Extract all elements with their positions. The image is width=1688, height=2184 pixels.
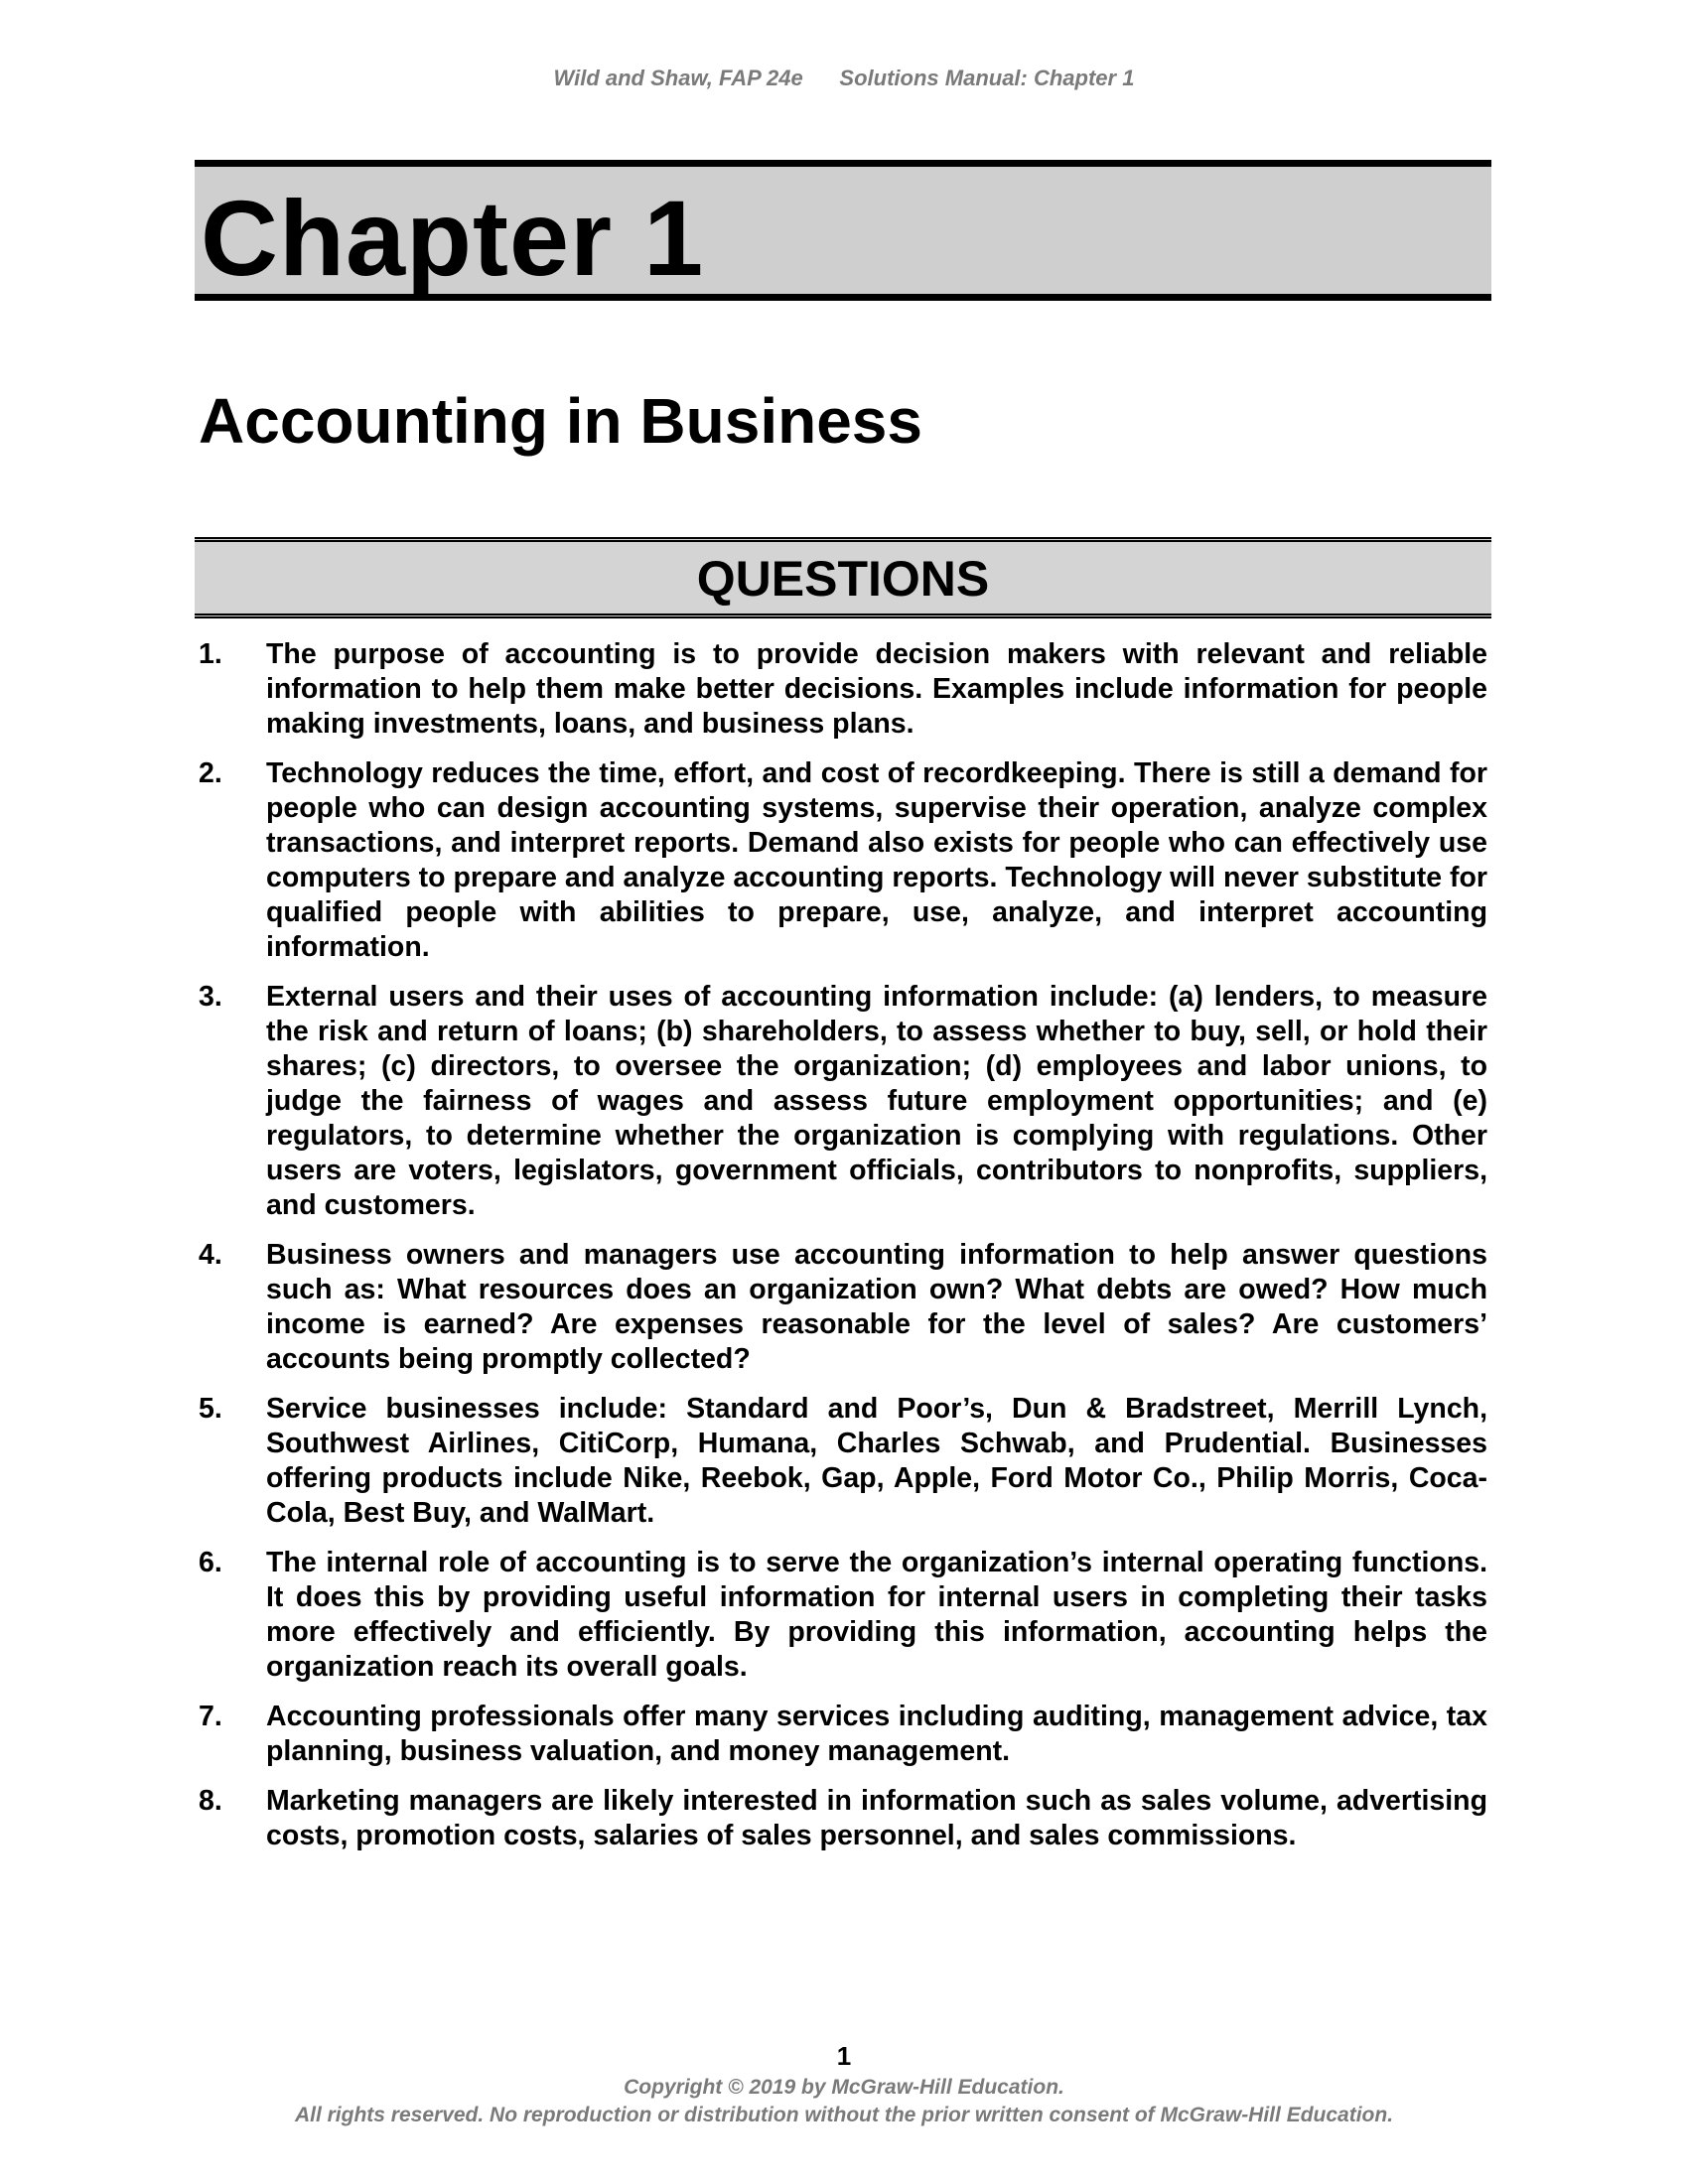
question-item <box>199 1238 1487 1377</box>
question-item <box>199 1700 1487 1769</box>
question-answer: The internal role of accounting is to serve the organization’s internal operating functions. It does this by providing useful information for internal users in completing their tasks more effectively and efficiently. By providing this information, accounting helps the organization reach its overall goals. <box>266 1547 1487 1683</box>
question-item <box>199 1392 1487 1531</box>
question-number: 6. <box>199 1547 222 1578</box>
running-header: Wild and Shaw, FAP 24e Solutions Manual: Chapter 1 <box>553 66 1135 90</box>
question-answer: Service businesses include: Standard and Poor’s, Dun & Bradstreet, Merrill Lynch, Southwest Airlines, CitiCorp, Humana, Charles Schwab, and Prudential. Businesses offering products include Nike, Reebok, Gap, Apple, Ford Motor Co., Philip Morris, Coca-Cola, Best Buy, and WalMart. <box>266 1393 1487 1529</box>
copyright-notice: Copyright © 2019 by McGraw-Hill Education. <box>624 2076 1064 2099</box>
question-number: 5. <box>199 1393 222 1425</box>
question-item <box>199 980 1487 1223</box>
questions-list <box>199 637 1487 1868</box>
question-answer: External users and their uses of accounting information include: (a) lenders, to measure the risk and return of loans; (b) shareholders, to assess whether to buy, sell, or hold their shares; (c) directors, to oversee the organization; (d) employees and labor unions, to judge the fairness of wages and assess future employment opportunities; and (e) regulators, to determine whether the organization is complying with regulations. Other users are voters, legislators, government officials, contributors to nonprofits, suppliers, and customers. <box>266 981 1487 1221</box>
question-item <box>199 637 1487 742</box>
chapter-title: Chapter 1 <box>201 178 705 298</box>
section-banner <box>195 537 1491 618</box>
question-item <box>199 756 1487 965</box>
question-answer: Accounting professionals offer many services including auditing, management advice, tax planning, business valuation, and money management. <box>266 1701 1487 1767</box>
section-title: QUESTIONS <box>696 551 990 607</box>
question-number: 4. <box>199 1239 222 1271</box>
rights-notice: All rights reserved. No reproduction or distribution without the prior written consent of McGraw-Hill Education. <box>294 2104 1394 2126</box>
question-answer: Technology reduces the time, effort, and cost of recordkeeping. There is still a demand for people who can design accounting systems, supervise their operation, analyze complex transactions, and interpret reports. Demand also exists for people who can effectively use computers to prepare and analyze accounting reports. Technology will never substitute for qualified people with abilities to prepare, use, analyze, and interpret accounting information. <box>266 757 1487 963</box>
chapter-banner <box>195 160 1491 301</box>
question-number: 8. <box>199 1785 222 1817</box>
question-number: 1. <box>199 638 222 670</box>
page-number: 1 <box>836 2041 852 2071</box>
question-answer: The purpose of accounting is to provide decision makers with relevant and reliable information to help them make better decisions. Examples include information for people making investments, loans, and business plans. <box>266 638 1487 740</box>
question-number: 7. <box>199 1701 222 1732</box>
question-answer: Marketing managers are likely interested in information such as sales volume, advertising costs, promotion costs, salaries of sales personnel, and sales commissions. <box>266 1785 1487 1851</box>
question-item <box>199 1784 1487 1853</box>
question-number: 3. <box>199 981 222 1013</box>
question-item <box>199 1546 1487 1685</box>
question-number: 2. <box>199 757 222 789</box>
question-answer: Business owners and managers use accounting information to help answer questions such as: What resources does an organization own? What debts are owed? How much income is earned? Are expenses reasonable for the level of sales? Are customers’ accounts being promptly collected? <box>266 1239 1487 1375</box>
chapter-subtitle: Accounting in Business <box>199 385 922 457</box>
